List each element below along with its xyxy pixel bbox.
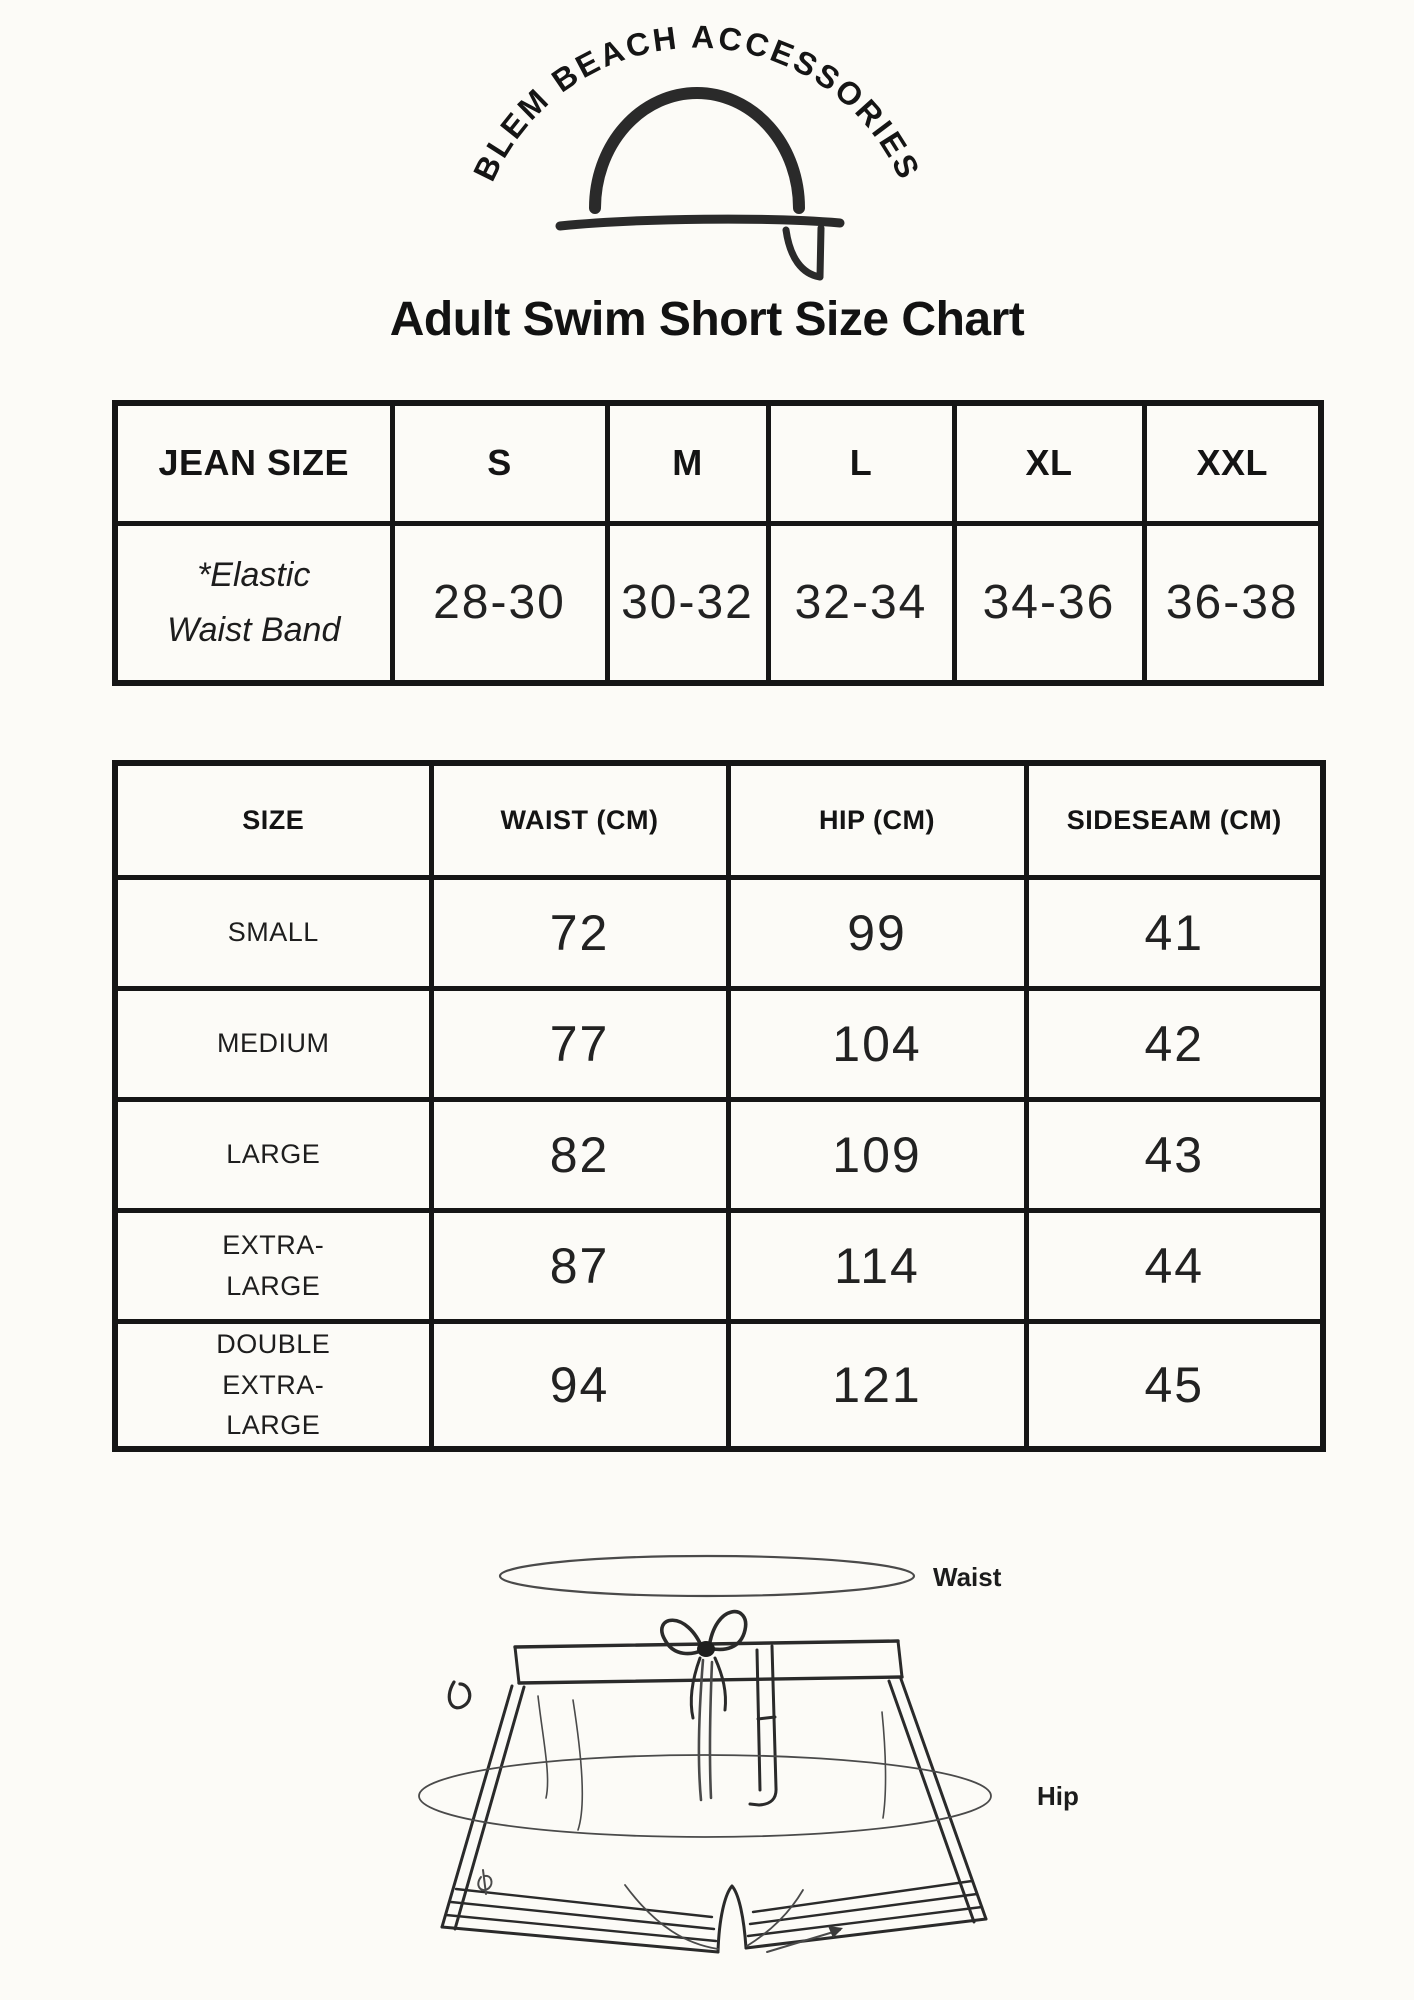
jean-size-header-row (115, 403, 1321, 523)
hip-column-header: HIP (CM) (728, 763, 1026, 877)
logo-board-icon (560, 219, 840, 226)
logo-fin-icon (786, 228, 821, 277)
elastic-waist-band-label: *Elastic Waist Band (115, 523, 392, 683)
size-cell: DOUBLE EXTRA-LARGE (115, 1321, 431, 1449)
page-title: Adult Swim Short Size Chart (389, 293, 1025, 346)
jean-size-value-xxl: 36-38 (1144, 523, 1321, 683)
hip-cell: 99 (728, 877, 1026, 988)
sideseam-cell: 44 (1026, 1210, 1323, 1321)
jean-size-value-xl: 34-36 (954, 523, 1144, 683)
size-s-header: S (392, 403, 607, 523)
size-column-header: SIZE (115, 763, 431, 877)
hip-cell: 109 (728, 1099, 1026, 1210)
table-row-medium (115, 988, 1323, 1099)
hip-label: Hip (1037, 1781, 1079, 1811)
waist-cell: 87 (431, 1210, 728, 1321)
size-m-header: M (607, 403, 768, 523)
table-row-large (115, 1099, 1323, 1210)
hem-stripes-sketch (446, 1881, 982, 1941)
drawstring-bow-sketch (662, 1612, 746, 1800)
table-row-double-extra-large (115, 1321, 1323, 1449)
shorts-outline-sketch (442, 1679, 986, 1952)
size-cell: SMALL (115, 877, 431, 988)
measurement-table (112, 760, 1326, 1452)
size-cell: LARGE (115, 1099, 431, 1210)
brand-arc-text: BLEM BEACH ACCESSORIES (466, 18, 928, 187)
logo-dome-icon (595, 93, 799, 208)
waist-cell: 82 (431, 1099, 728, 1210)
sideseam-cell: 41 (1026, 877, 1323, 988)
waist-cell: 72 (431, 877, 728, 988)
jean-size-table (112, 400, 1324, 686)
sideseam-cell: 45 (1026, 1321, 1323, 1449)
sideseam-cell: 42 (1026, 988, 1323, 1099)
jean-size-value-row (115, 523, 1321, 683)
size-cell: EXTRA-LARGE (115, 1210, 431, 1321)
waist-ellipse (500, 1556, 914, 1596)
hip-cell: 114 (728, 1210, 1026, 1321)
waist-cell: 77 (431, 988, 728, 1099)
measurement-header-row (115, 763, 1323, 877)
waist-column-header: WAIST (CM) (431, 763, 728, 877)
table-row-small (115, 877, 1323, 988)
fly-seam-sketch (750, 1646, 776, 1805)
size-xl-header: XL (954, 403, 1144, 523)
sideseam-column-header: SIDESEAM (CM) (1026, 763, 1323, 877)
jean-size-value-l: 32-34 (768, 523, 954, 683)
brand-logo (440, 18, 970, 290)
size-xxl-header: XXL (1144, 403, 1321, 523)
shorts-diagram (335, 1500, 1125, 1975)
jean-size-value-s: 28-30 (392, 523, 607, 683)
size-l-header: L (768, 403, 954, 523)
hip-ellipse (419, 1755, 991, 1837)
size-cell: MEDIUM (115, 988, 431, 1099)
jean-size-value-m: 30-32 (607, 523, 768, 683)
hip-cell: 104 (728, 988, 1026, 1099)
hip-cell: 121 (728, 1321, 1026, 1449)
table-row-extra-large (115, 1210, 1323, 1321)
jean-size-header: JEAN SIZE (115, 403, 392, 523)
waist-label: Waist (933, 1562, 1002, 1592)
waist-cell: 94 (431, 1321, 728, 1449)
sideseam-cell: 43 (1026, 1099, 1323, 1210)
